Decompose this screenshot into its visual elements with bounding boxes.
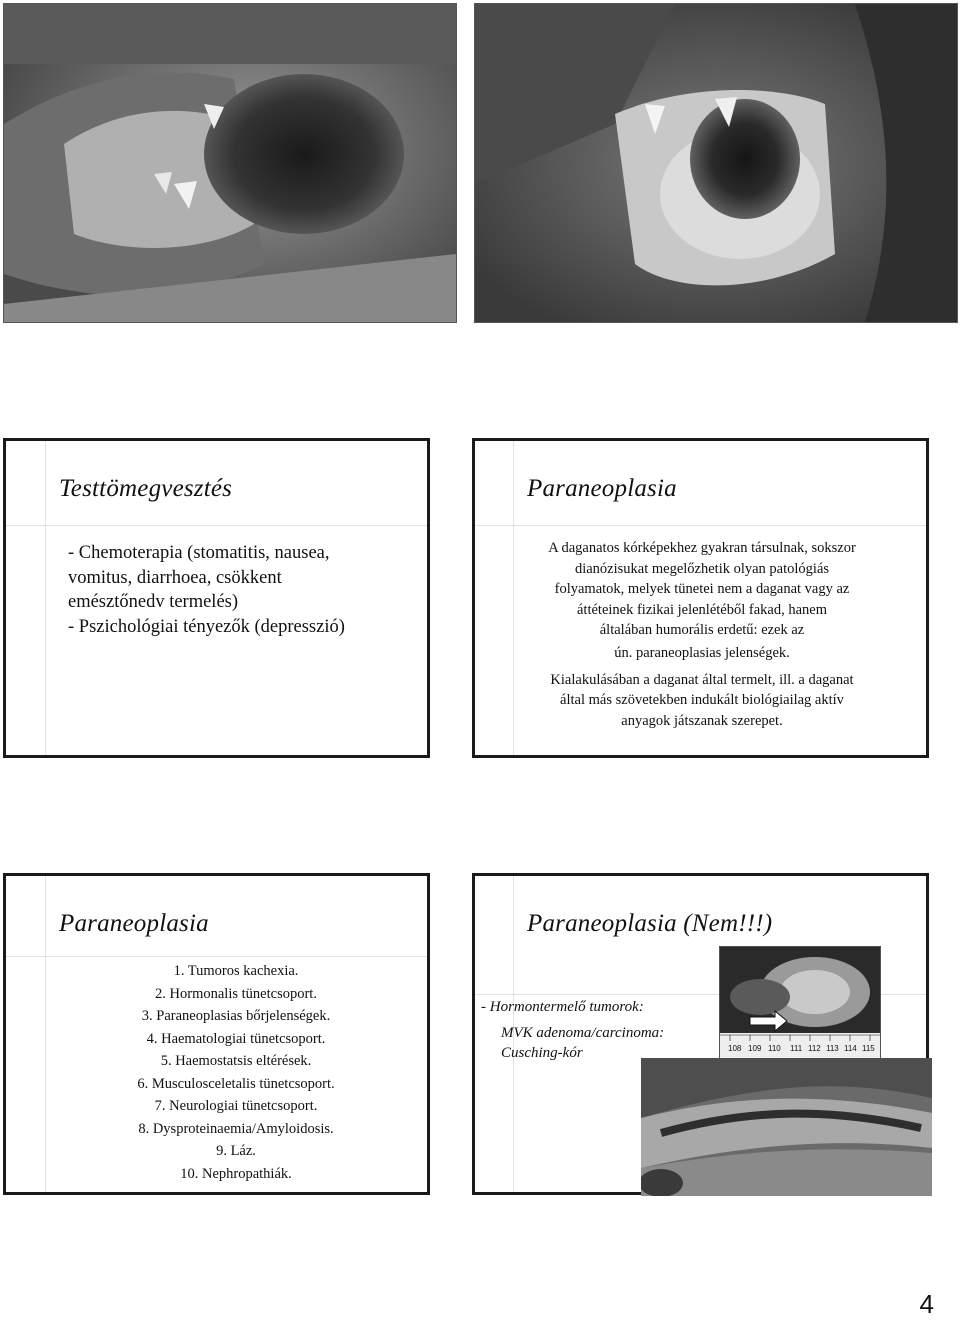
ruler-number: 112 — [808, 1044, 821, 1053]
slide-guide-line — [6, 956, 427, 957]
body-line: áttéteinek fizikai jelenlétéből fakad, hanem — [576, 601, 827, 618]
ruler-number: 115 — [862, 1044, 875, 1053]
slide-paraneoplasia-list — [3, 873, 430, 1195]
body-line: dianózisukat megelőzhetik olyan patológiás — [574, 560, 830, 577]
slide-paraneoplasia-definition — [472, 438, 929, 758]
adrenal-specimen-photo-icon — [720, 947, 880, 1059]
photo-top-left — [3, 3, 457, 323]
list-item: 1. Tumoros kachexia. — [173, 963, 299, 979]
list-item: 5. Haemostatsis eltérések. — [160, 1053, 312, 1069]
ruler-number: 111 — [790, 1044, 803, 1053]
photo-top-right — [474, 3, 958, 323]
slide-title: Paraneoplasia (Nem!!!) — [527, 910, 773, 937]
mvk-adenoma-label: MVK adenoma/carcinoma: — [501, 1025, 665, 1041]
slide-guide-line — [45, 441, 46, 755]
list-item: 3. Paraneoplasias bőrjelenségek. — [141, 1008, 331, 1024]
body-line: emésztőnedv termelés) — [68, 592, 239, 612]
body-line: - Chemoterapia (stomatitis, nausea, — [68, 543, 330, 563]
slide-guide-line — [475, 525, 926, 526]
slide-paraneoplasia-nem — [472, 873, 929, 1195]
body-line: Kialakulásában a daganat által termelt, ill. a daganat — [550, 671, 854, 688]
list-item: 8. Dysproteinaemia/Amyloidosis. — [138, 1120, 334, 1137]
ruler-number: 114 — [844, 1044, 857, 1053]
body-line: által más szövetekben indukált biológiailag aktív — [560, 692, 844, 709]
ruler-number: 110 — [768, 1044, 781, 1053]
slide-testtomegvesztes — [3, 438, 430, 758]
cushing-label: Cusching-kór — [501, 1045, 583, 1061]
list-item: 7. Neurologiai tünetcsoport. — [154, 1098, 318, 1114]
slide-body — [68, 541, 345, 639]
dog-skin-photo-icon — [641, 1058, 932, 1196]
body-line: A daganatos kórképekhez gyakran társulnak, sokszor — [548, 540, 856, 556]
slide-title: Testtömegvesztés — [59, 475, 233, 502]
ruler-number: 108 — [728, 1044, 742, 1053]
list-item: 6. Musculosceletalis tünetcsoport. — [137, 1075, 335, 1092]
ruler-number: 109 — [748, 1044, 762, 1053]
paraneoplasia-list — [36, 960, 436, 1185]
body-line: folyamatok, melyek tünetei nem a daganat vagy az — [554, 581, 850, 598]
list-item: 9. Láz. — [216, 1143, 256, 1159]
body-line: - Pszichológiai tényezők (depresszió) — [68, 616, 345, 637]
body-line: ún. paraneoplasias jelenségek. — [614, 644, 790, 661]
body-line: általában humorális erdetű: ezek az — [599, 622, 805, 639]
body-line: vomitus, diarrhoea, csökkent — [68, 567, 282, 588]
page-number: 4 — [919, 1289, 934, 1319]
photo-adrenal-specimen — [719, 946, 881, 1060]
list-item: 4. Haematologiai tünetcsoport. — [146, 1030, 326, 1047]
hormon-tumor-heading: - Hormontermelő tumorok: — [481, 999, 644, 1015]
list-item: 2. Hormonalis tünetcsoport. — [155, 985, 317, 1002]
mouth-tumor-photo-icon — [4, 4, 456, 322]
list-item: 10. Nephropathiák. — [180, 1165, 292, 1182]
photo-dog-skin — [641, 1058, 932, 1196]
slide-body — [483, 538, 921, 731]
slide-title: Paraneoplasia — [59, 910, 209, 937]
mouth-tumor-photo-icon — [475, 4, 957, 322]
body-line: anyagok játszanak szerepet. — [621, 712, 783, 729]
slide-guide-line — [6, 525, 427, 526]
ruler-number: 113 — [826, 1044, 839, 1053]
slide-title: Paraneoplasia — [527, 475, 677, 502]
